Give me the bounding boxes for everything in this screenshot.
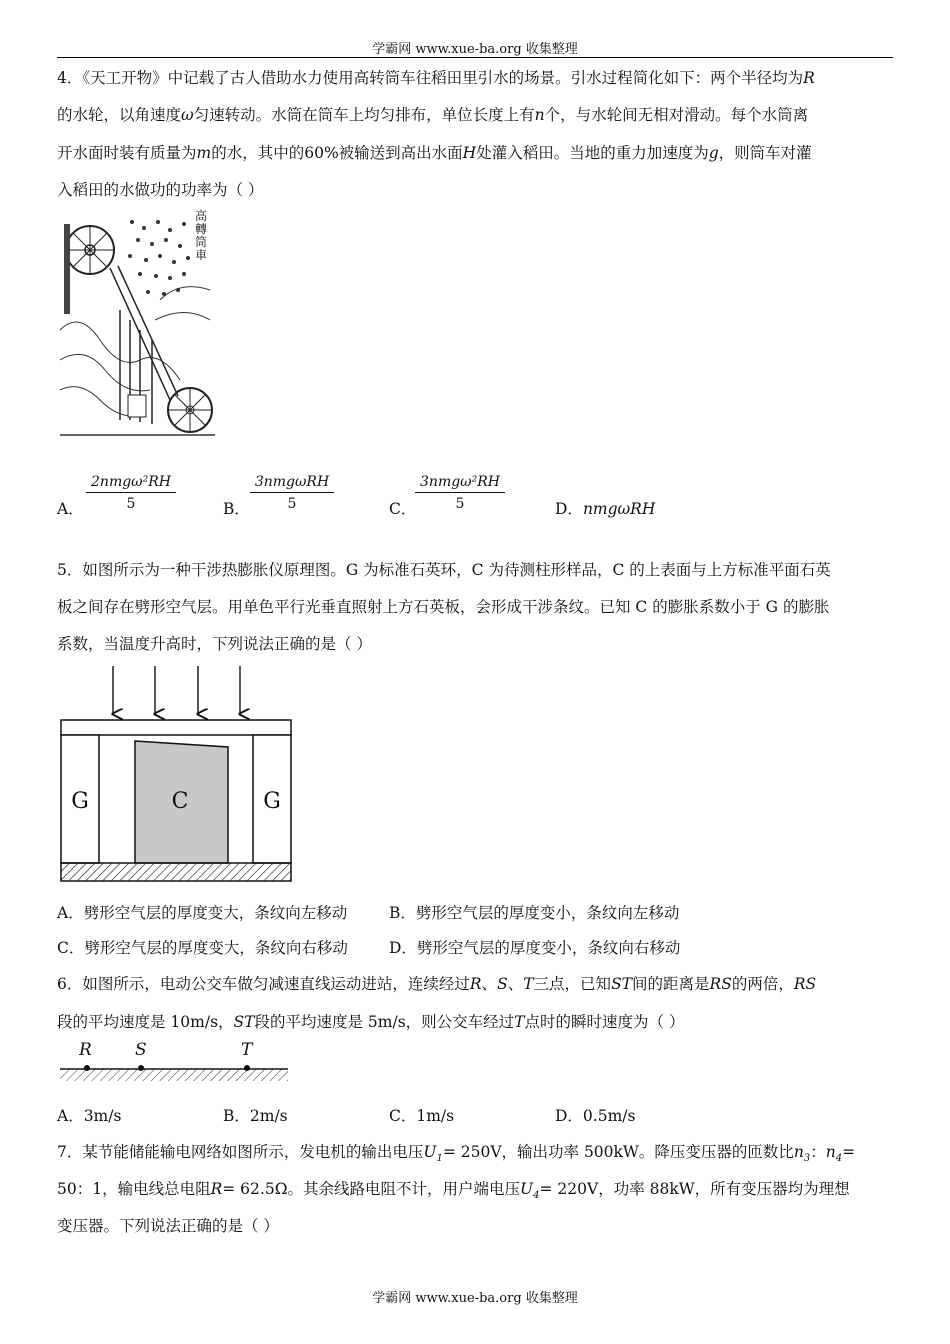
q6-option-B: B．2m/s [223,1107,288,1125]
q5-option-B: B．劈形空气层的厚度变小，条纹向左移动 [389,904,680,922]
q7-line-2: 50：1，输电线总电阻R= 62.5Ω。其余线路电阻不计，用户端电压$U_4= 220V$，功率 88kW，所有变压器均为理想 [57,1180,850,1202]
q4-line-2: 的水轮，以角速度ω匀速转动。水筒在筒车上均匀排布，单位长度上有n个，与水轮间无相对滑动。每个水筒离 [57,106,809,124]
q4-line-4: 入稻田的水做功的功率为（ ） [57,181,264,199]
figure-caption-vertical: 高轉筒車 [194,209,207,262]
point-s [138,1065,144,1071]
q6-line-2: 段的平均速度是 10m/s，ST段的平均速度是 5m/s，则公交车经过T点时的瞬时速度为（ ） [57,1013,685,1031]
point-t [244,1065,250,1071]
label-r: R [79,1040,92,1060]
q4-option-B-fraction: 3nmgωRH 5 [250,474,334,512]
q4-option-A-label: A． [57,500,84,518]
q5-option-C: C．劈形空气层的厚度变大，条纹向右移动 [57,939,348,957]
q6-road-figure [58,1038,290,1084]
q4-waterwheel-figure [60,210,215,442]
waterwheel-illustration [60,210,215,442]
q6-option-D: D．0.5m/s [555,1107,636,1125]
q6-line-1: 6．如图所示，电动公交车做匀减速直线运动进站，连续经过R、S、T三点，已知ST间的距离是RS的两倍，RS [57,975,817,993]
q6-option-A: A．3m/s [57,1107,122,1125]
light-arrows [113,666,240,714]
road-diagram [58,1038,290,1084]
label-g-right: G [263,789,281,814]
dilatometer-diagram [58,662,294,884]
q4-option-D: D．nmgωRH [555,500,656,518]
base-hatch [61,863,291,881]
page-footer: 学霸网 www.xue-ba.org 收集整理 [372,1291,578,1306]
q4-line-1: 4．《天工开物》中记载了古人借助水力使用高转筒车往稻田里引水的场景。引水过程简化如下：两个半径均为R [57,69,815,87]
q5-line-1: 5．如图所示为一种干涉热膨胀仪原理图。G 为标准石英环，C 为待测柱形样品，C 的上表面与上方标准平面石英 [57,561,831,579]
q5-option-A: A．劈形空气层的厚度变大，条纹向左移动 [57,904,348,922]
label-s: S [135,1040,147,1060]
q5-option-D: D．劈形空气层的厚度变小，条纹向右移动 [389,939,681,957]
header-rule [57,57,893,58]
bottom-wheel [168,388,212,432]
label-g-left: G [71,789,89,814]
label-c: C [171,789,189,814]
q7-line-3: 变压器。下列说法正确的是（ ） [57,1217,279,1235]
label-t: T [241,1040,253,1060]
top-wheel [66,226,114,274]
ground-hatch [60,1069,288,1081]
q4-line-3: 开水面时装有质量为m的水，其中的60%被输送到高出水面H处灌入稻田。当地的重力加速度为g，则筒车对灌 [57,144,812,162]
q4-option-B-label: B． [223,500,250,518]
page-header: 学霸网 www.xue-ba.org 收集整理 [372,42,578,57]
q5-interference-figure [58,662,294,884]
q4-option-C-fraction: 3nmgω²RH 5 [415,474,505,512]
q4-option-A-fraction: 2nmgω²RH 5 [86,474,176,512]
q4-option-C-label: C． [389,500,417,518]
point-r [84,1065,90,1071]
quartz-plate [61,720,291,735]
q6-option-C: C．1m/s [389,1107,455,1125]
q5-line-2: 板之间存在劈形空气层。用单色平行光垂直照射上方石英板，会形成干涉条纹。已知 C 的膨胀系数小于 G 的膨胀 [57,598,830,616]
q5-line-3: 系数，当温度升高时，下列说法正确的是（ ） [57,635,372,653]
q7-line-1: 7．某节能储能输电网络如图所示，发电机的输出电压$U_1= 250V$，输出功率 500kW。降压变压器的匝数比$n_3$：$n_4=$ [57,1143,856,1165]
